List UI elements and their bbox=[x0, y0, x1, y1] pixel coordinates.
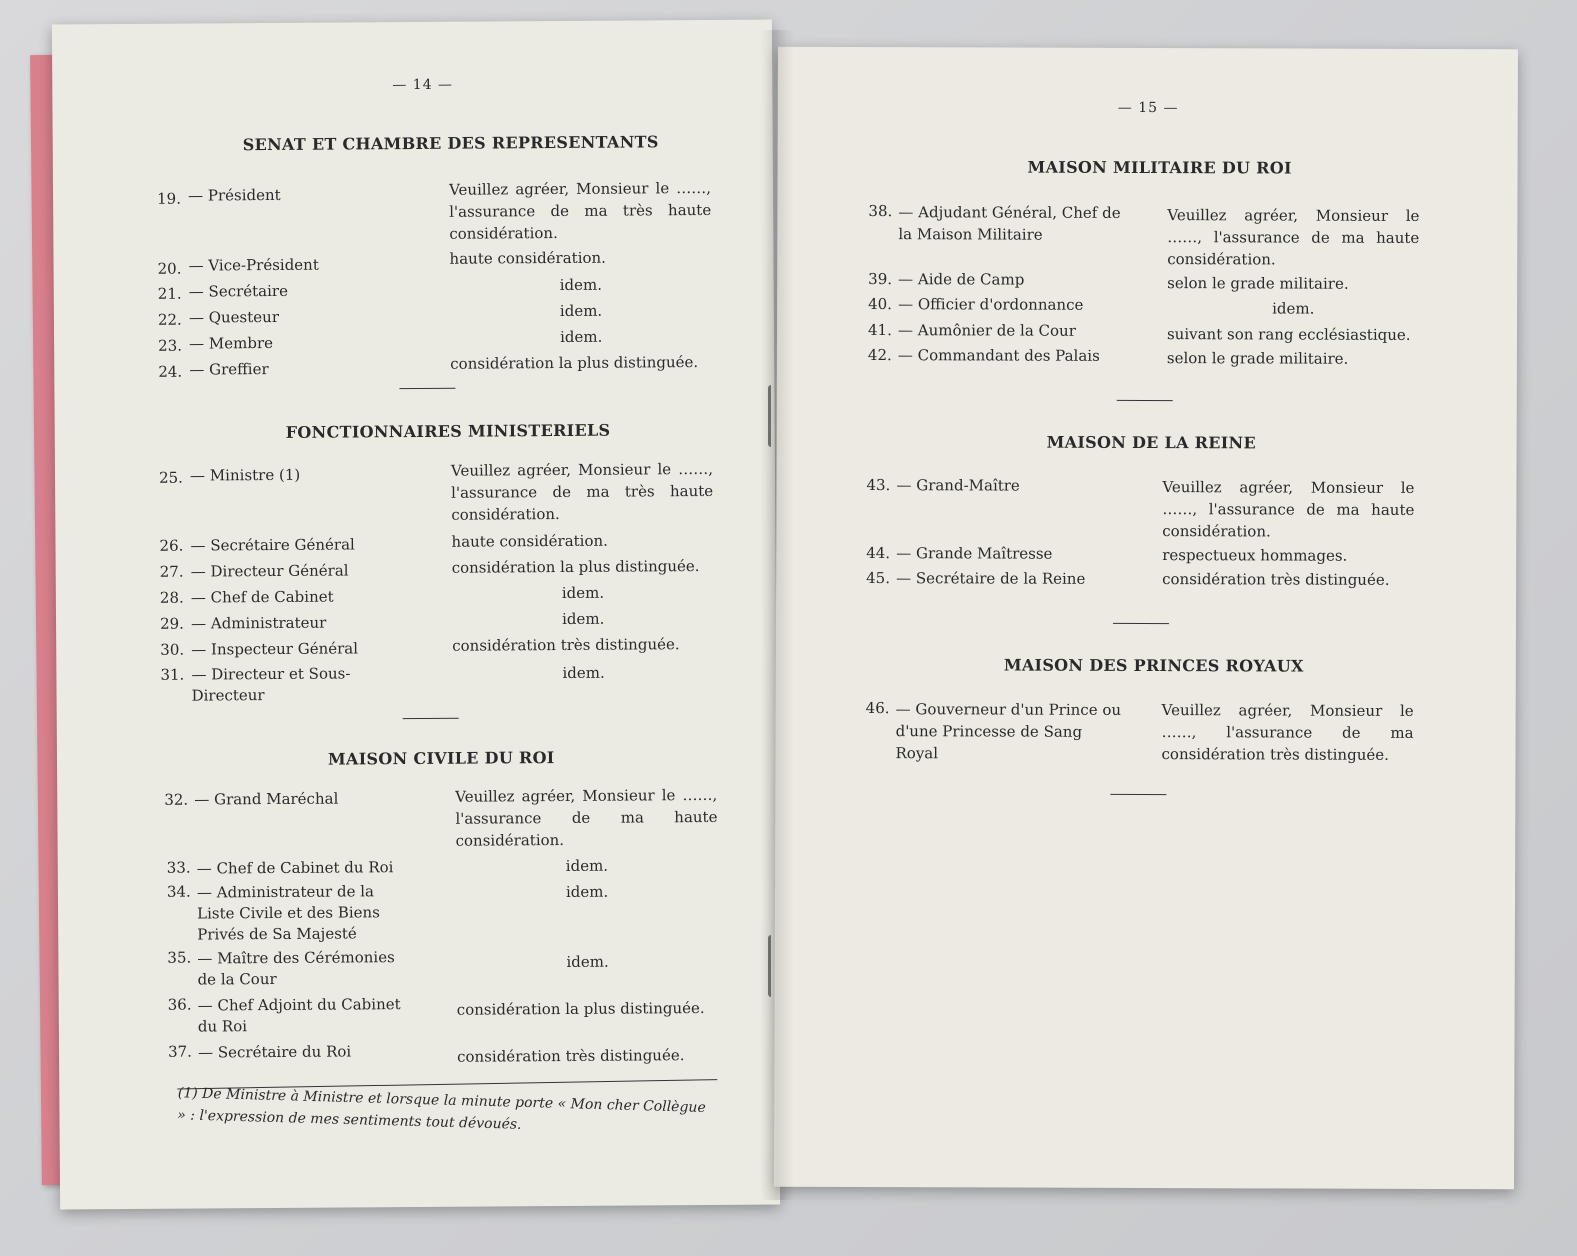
item-title: — Greffier bbox=[189, 360, 269, 379]
section-heading: MAISON DES PRINCES ROYAUX bbox=[1003, 655, 1304, 676]
page-number: — 14 — bbox=[392, 76, 454, 94]
section-divider bbox=[1113, 623, 1169, 624]
item-title: — Grande Maîtresse bbox=[896, 544, 1053, 563]
item-number: 24. bbox=[158, 362, 183, 381]
item-title: — Directeur et Sous-Directeur bbox=[191, 664, 351, 705]
item-title: — Maître des Cérémonies de la Cour bbox=[197, 948, 395, 989]
item-formula: respectueux hommages. bbox=[1162, 546, 1348, 565]
section-divider bbox=[403, 718, 459, 719]
right-page bbox=[774, 47, 1518, 1190]
section-heading: MAISON MILITAIRE DU ROI bbox=[1027, 157, 1292, 178]
item-title: — Commandant des Palais bbox=[897, 346, 1100, 365]
item-number: 44. bbox=[866, 544, 891, 563]
section-divider bbox=[1117, 400, 1173, 401]
item-formula: selon le grade militaire. bbox=[1166, 349, 1349, 368]
item-formula: considération très distinguée. bbox=[457, 1046, 685, 1066]
item-formula: idem. bbox=[565, 856, 609, 875]
item-title: — Secrétaire Général bbox=[190, 535, 355, 555]
item-formula: Veuillez agréer, Monsieur le ……, l'assurance de ma très haute considération. bbox=[448, 178, 712, 243]
section-heading: FONCTIONNAIRES MINISTERIELS bbox=[285, 420, 611, 442]
item-title: — Président bbox=[188, 185, 281, 205]
item-title: — Adjudant Général, Chef de la Maison Militaire bbox=[898, 203, 1121, 244]
booklet-gutter bbox=[760, 30, 794, 1200]
item-title: — Aumônier de la Cour bbox=[897, 321, 1076, 340]
item-title: — Grand-Maître bbox=[896, 476, 1020, 495]
item-number: 21. bbox=[157, 284, 182, 303]
item-number: 26. bbox=[159, 536, 184, 555]
item-formula: considération la plus distinguée. bbox=[450, 353, 699, 373]
item-formula: idem. bbox=[561, 583, 605, 602]
item-title: — Membre bbox=[189, 333, 274, 353]
item-number: 33. bbox=[166, 858, 191, 877]
item-number: 22. bbox=[157, 310, 182, 329]
item-title: — Chef de Cabinet du Roi bbox=[196, 858, 394, 878]
section-divider bbox=[399, 388, 455, 389]
item-number: 45. bbox=[866, 569, 891, 588]
item-formula: selon le grade militaire. bbox=[1167, 274, 1349, 293]
item-number: 30. bbox=[160, 640, 185, 659]
item-title: — Gouverneur d'un Prince ou d'une Princesse de Sang Royal bbox=[895, 700, 1122, 763]
item-number: 20. bbox=[157, 259, 182, 278]
item-title: — Administrateur de la Liste Civile et des Biens Privés de Sa Majesté bbox=[196, 882, 380, 944]
item-number: 31. bbox=[160, 665, 185, 684]
item-number: 27. bbox=[159, 562, 184, 581]
item-number: 36. bbox=[167, 995, 192, 1014]
item-number: 32. bbox=[164, 790, 189, 809]
section-heading: MAISON DE LA REINE bbox=[1046, 432, 1257, 453]
item-number: 46. bbox=[865, 699, 890, 718]
item-formula: haute considération. bbox=[449, 248, 606, 268]
item-number: 35. bbox=[167, 948, 192, 967]
section-heading: MAISON CIVILE DU ROI bbox=[327, 748, 555, 769]
item-title: — Ministre (1) bbox=[189, 465, 301, 485]
item-formula: idem. bbox=[565, 882, 609, 901]
item-formula: considération très distinguée. bbox=[452, 635, 680, 655]
item-title: — Questeur bbox=[188, 307, 280, 327]
item-number: 40. bbox=[868, 295, 892, 314]
item-formula: Veuillez agréer, Monsieur le ……, l'assurance de ma haute considération. bbox=[1167, 206, 1420, 269]
footnote: (1) De Ministre à Ministre et lorsque la minute porte « Mon cher Collègue » : l'expression de mes sentiments tout dévoués. bbox=[177, 1085, 706, 1133]
item-number: 19. bbox=[157, 189, 182, 208]
item-number: 23. bbox=[158, 336, 183, 355]
item-title: — Grand Maréchal bbox=[194, 789, 339, 809]
item-formula: Veuillez agréer, Monsieur le ……, l'assurance de ma considération très distinguée. bbox=[1161, 701, 1414, 764]
item-number: 38. bbox=[868, 202, 893, 221]
item-formula: idem. bbox=[560, 327, 603, 346]
item-number: 43. bbox=[866, 476, 891, 495]
item-title: — Officier d'ordonnance bbox=[898, 295, 1084, 314]
item-number: 41. bbox=[867, 321, 892, 340]
item-formula: considération la plus distinguée. bbox=[451, 557, 700, 577]
item-number: 25. bbox=[158, 468, 183, 487]
item-number: 39. bbox=[868, 270, 893, 289]
left-page bbox=[52, 20, 780, 1210]
item-title: — Chef Adjoint du Cabinet du Roi bbox=[197, 995, 401, 1036]
item-formula: considération la plus distinguée. bbox=[456, 998, 705, 1019]
item-formula: idem. bbox=[559, 275, 603, 294]
item-formula: Veuillez agréer, Monsieur le ……, l'assurance de ma haute considération. bbox=[1162, 478, 1415, 541]
item-title: — Directeur Général bbox=[190, 561, 349, 581]
staple bbox=[768, 385, 777, 447]
item-formula: idem. bbox=[561, 609, 605, 628]
staple bbox=[768, 935, 777, 997]
item-formula: Veuillez agréer, Monsieur le ……, l'assurance de ma haute considération. bbox=[455, 785, 718, 850]
item-formula: idem. bbox=[559, 301, 603, 320]
page-number: — 15 — bbox=[1117, 99, 1179, 117]
item-number: 29. bbox=[159, 614, 184, 633]
item-number: 42. bbox=[867, 346, 892, 365]
section-divider bbox=[1110, 794, 1166, 795]
item-formula: idem. bbox=[566, 952, 609, 971]
item-title: — Secrétaire de la Reine bbox=[896, 569, 1086, 588]
item-title: — Secrétaire bbox=[188, 281, 288, 301]
item-formula: idem. bbox=[562, 663, 605, 682]
item-formula: considération très distinguée. bbox=[1162, 570, 1390, 589]
item-number: 37. bbox=[167, 1042, 192, 1061]
item-number: 28. bbox=[159, 588, 184, 607]
item-title: — Administrateur bbox=[190, 613, 327, 633]
item-title: — Aide de Camp bbox=[898, 270, 1025, 289]
item-title: — Inspecteur Général bbox=[191, 639, 359, 659]
item-formula: haute considération. bbox=[451, 531, 608, 551]
section-heading: SENAT ET CHAMBRE DES REPRESENTANTS bbox=[242, 132, 659, 155]
item-title: — Vice-Président bbox=[188, 255, 319, 275]
item-formula: suivant son rang ecclésiastique. bbox=[1166, 325, 1411, 344]
item-formula: idem. bbox=[1272, 299, 1315, 318]
item-formula: Veuillez agréer, Monsieur le ……, l'assurance de ma très haute considération. bbox=[450, 459, 714, 524]
item-title: — Secrétaire du Roi bbox=[197, 1042, 352, 1062]
item-number: 34. bbox=[166, 882, 191, 901]
item-title: — Chef de Cabinet bbox=[190, 587, 334, 607]
